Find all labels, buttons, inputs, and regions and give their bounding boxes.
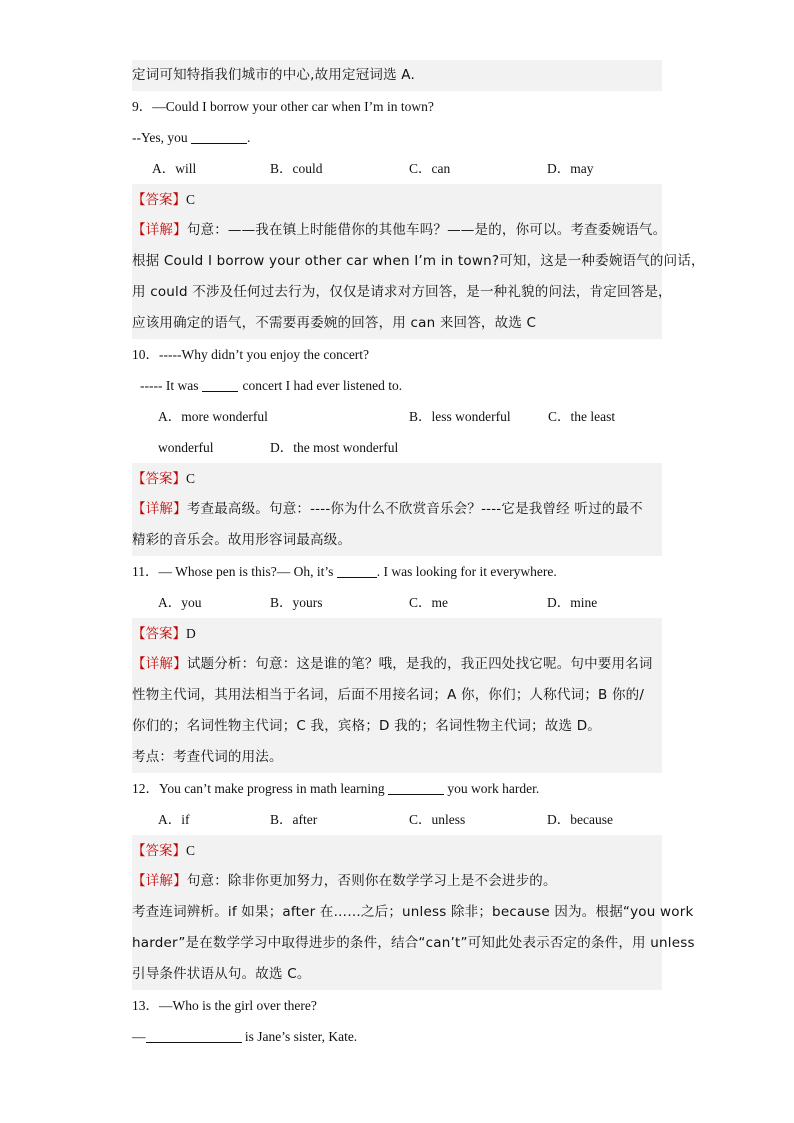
q9-options xyxy=(132,153,662,184)
q10-detail-1: 【详解】考查最高级。句意：----你为什么不欣赏音乐会？----它是我曾经 听过的最不 xyxy=(132,494,662,525)
q9-reply: --Yes, you . xyxy=(132,122,662,153)
q9-detail-3: 用 could 不涉及任何过去行为，仅仅是请求对方回答，是一种礼貌的问法，肯定回答是， xyxy=(132,277,662,308)
q9-option-a: A．will xyxy=(152,161,197,176)
detail-tag: 【详解】 xyxy=(132,656,187,672)
q12-answer: 【答案】C xyxy=(132,835,662,866)
answer-blank xyxy=(191,127,247,144)
q10-option-c-cont: wonderful xyxy=(158,440,214,455)
detail-tag: 【详解】 xyxy=(132,873,187,889)
answer-blank xyxy=(146,1026,242,1043)
q10-option-d: D．the most wonderful xyxy=(270,440,399,455)
q10-option-b: B．less wonderful xyxy=(409,409,511,424)
q12-detail-4: 引导条件状语从句。故选 C。 xyxy=(132,959,662,990)
q11-option-b: B．yours xyxy=(270,595,323,610)
q10-question: 10．-----Why didn’t you enjoy the concert? xyxy=(132,347,370,362)
answer-tag: 【答案】 xyxy=(132,192,186,208)
q12-detail-2: 考查连词辨析。if 如果；after 在……之后；unless 除非；because 因为。根据“you work xyxy=(132,897,662,928)
q11-option-c: C．me xyxy=(409,595,448,610)
q11-question: 11．— Whose pen is this?— Oh, it’s . I was looking for it everywhere. xyxy=(132,556,662,587)
answer-blank xyxy=(337,561,377,578)
q11-options xyxy=(132,587,662,618)
q10-answer: 【答案】C xyxy=(132,463,662,494)
q11-detail-2: 性物主代词，其用法相当于名词，后面不用接名词；A 你，你们；人称代词；B 你的/ xyxy=(132,680,662,711)
previous-explanation: 定词可知特指我们城市的中心,故用定冠词选 A. xyxy=(132,60,662,91)
document-page xyxy=(132,60,705,1052)
answer-tag: 【答案】 xyxy=(132,626,186,642)
q10-detail-2: 精彩的音乐会。故用形容词最高级。 xyxy=(132,525,662,556)
q9-question: 9．—Could I borrow your other car when I’m in town? xyxy=(132,99,434,114)
answer-tag: 【答案】 xyxy=(132,843,186,859)
q9-answer: 【答案】C xyxy=(132,184,662,215)
q9-option-d: D．may xyxy=(547,161,594,176)
q11-option-d: D．mine xyxy=(547,595,598,610)
detail-tag: 【详解】 xyxy=(132,501,187,517)
q10-options-row2 xyxy=(132,432,662,463)
q12-option-b: B．after xyxy=(270,812,318,827)
q12-option-c: C．unless xyxy=(409,812,466,827)
answer-blank xyxy=(388,778,444,795)
q9-detail-2: 根据 Could I borrow your other car when I’m in town?可知，这是一种委婉语气的问话， xyxy=(132,246,662,277)
q9-option-c: C．can xyxy=(409,161,451,176)
q12-detail-1: 【详解】句意：除非你更加努力，否则你在数学学习上是不会进步的。 xyxy=(132,866,662,897)
q12-option-d: D．because xyxy=(547,812,613,827)
q10-options-row1 xyxy=(132,401,662,432)
q13-question: 13．—Who is the girl over there? xyxy=(132,998,317,1013)
q11-detail-3: 你们的；名词性物主代词；C 我，宾格；D 我的；名词性物主代词；故选 D。 xyxy=(132,711,662,742)
detail-tag: 【详解】 xyxy=(132,222,187,238)
q9-detail-4: 应该用确定的语气，不需要再委婉的回答，用 can 来回答，故选 C xyxy=(132,308,662,339)
q12-question: 12．You can’t make progress in math learning you work harder. xyxy=(132,773,662,804)
q12-detail-3: harder”是在数学学习中取得进步的条件，结合“can’t”可知此处表示否定的条件，用 unless xyxy=(132,928,662,959)
q12-options xyxy=(132,804,662,835)
q12-option-a: A．if xyxy=(158,812,190,827)
q11-point: 考点：考查代词的用法。 xyxy=(132,742,662,773)
q11-detail-1: 【详解】试题分析：句意：这是谁的笔？哦，是我的，我正四处找它呢。句中要用名词 xyxy=(132,649,662,680)
q10-option-c: C．the least xyxy=(548,409,616,424)
answer-blank xyxy=(202,375,238,392)
q10-option-a: A．more wonderful xyxy=(158,409,268,424)
q13-reply: — is Jane’s sister, Kate. xyxy=(132,1021,662,1052)
q9-option-b: B．could xyxy=(270,161,323,176)
q10-reply: ----- It was concert I had ever listened to. xyxy=(132,370,662,401)
q9-detail-1: 【详解】句意：——我在镇上时能借你的其他车吗？——是的，你可以。考查委婉语气。 xyxy=(132,215,662,246)
q11-answer: 【答案】D xyxy=(132,618,662,649)
answer-tag: 【答案】 xyxy=(132,471,186,487)
q11-option-a: A．you xyxy=(158,595,202,610)
